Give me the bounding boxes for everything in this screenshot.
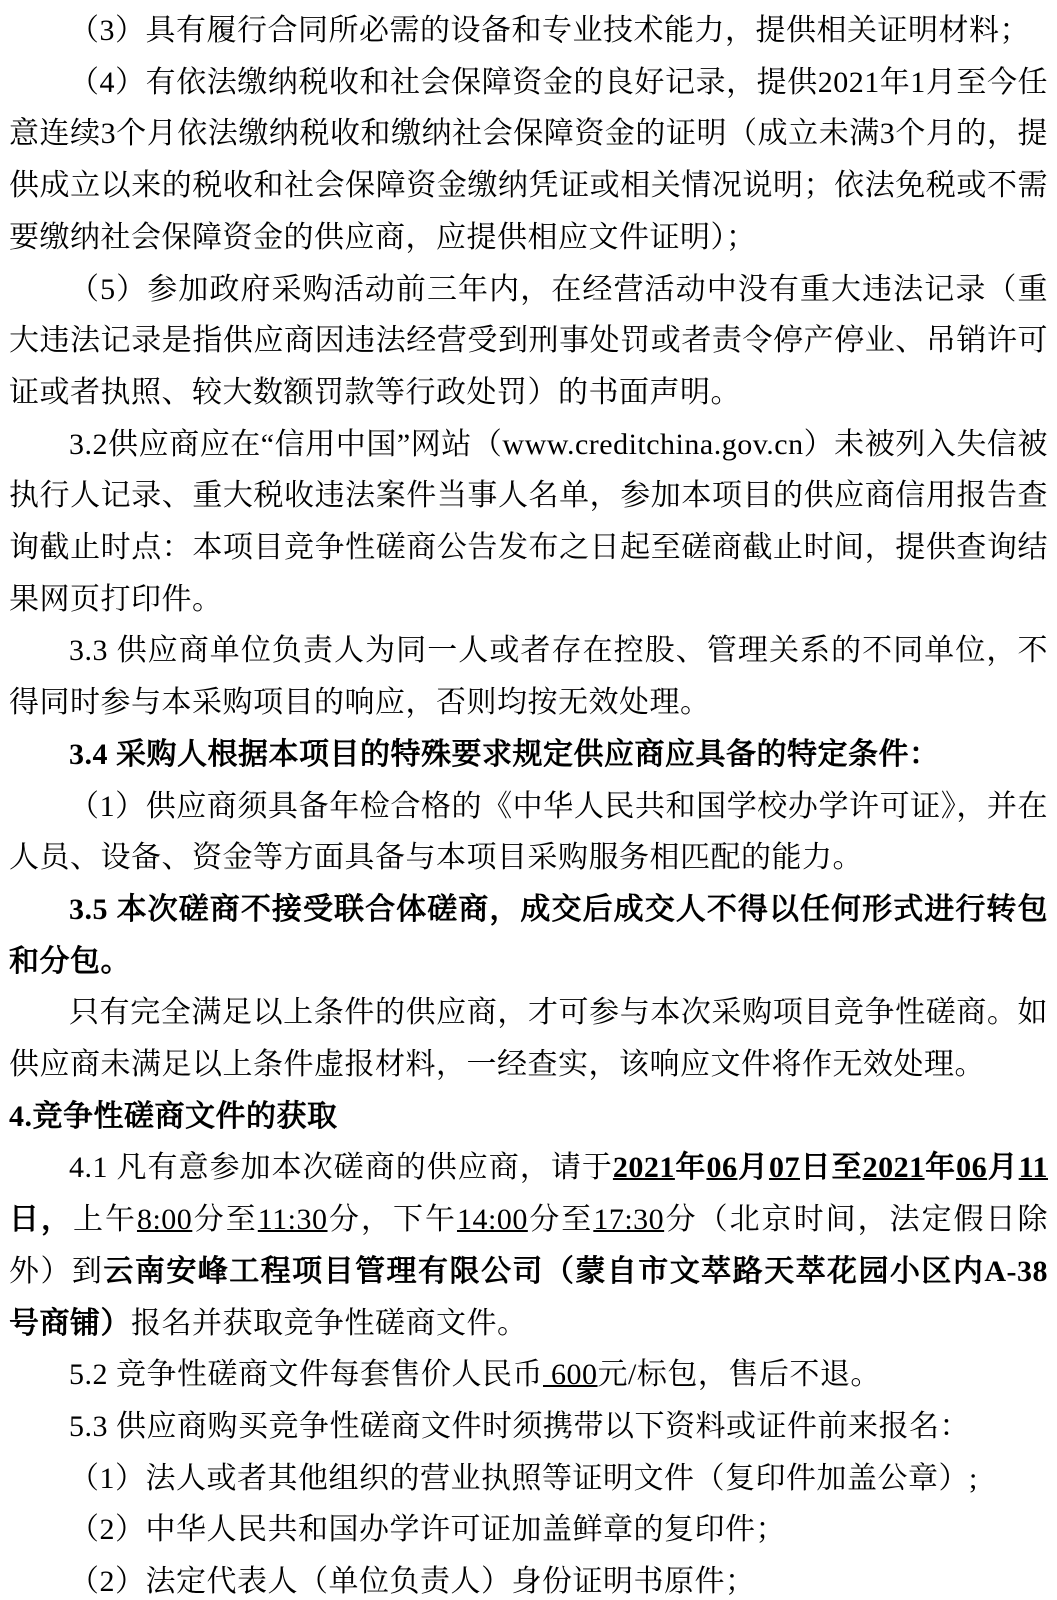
text-run: 3.5 本次磋商不接受联合体磋商，成交后成交人不得以任何形式进行转包和分包。 bbox=[9, 892, 1048, 978]
document-body bbox=[9, 5, 1048, 1600]
text-run: 只有完全满足以上条件的供应商，才可参与本次采购项目竞争性磋商。如供应商未满足以上条件虚报材料，一经查实，该响应文件将作无效处理。 bbox=[9, 996, 1048, 1082]
clause-3-4-heading bbox=[9, 729, 1048, 781]
text-run: （2）中华人民共和国办学许可证加盖鲜章的复印件； bbox=[69, 1513, 786, 1547]
clause-3-5 bbox=[9, 884, 1048, 987]
text-run: （1）供应商须具备年检合格的《中华人民共和国学校办学许可证》，并在人员、设备、资金等方面具备与本项目采购服务相匹配的能力。 bbox=[9, 789, 1048, 875]
text-run: 06 bbox=[706, 1151, 738, 1185]
text-run: 年 bbox=[924, 1151, 957, 1185]
text-run: 月 bbox=[987, 1151, 1019, 1185]
text-run: （1）法人或者其他组织的营业执照等证明文件（复印件加盖公章）; bbox=[69, 1461, 978, 1495]
clause-3-2 bbox=[9, 419, 1048, 626]
text-run: 上午 bbox=[72, 1203, 137, 1237]
text-run: 2021 bbox=[612, 1151, 675, 1185]
text-run: （3）具有履行合同所必需的设备和专业技术能力，提供相关证明材料； bbox=[69, 14, 1030, 47]
text-run: 8:00 bbox=[136, 1203, 193, 1237]
text-run: （2）法定代表人（单位负责人）身份证明书原件； bbox=[69, 1565, 756, 1599]
registration-item-1 bbox=[9, 1453, 1048, 1505]
clause-3-4-item-1 bbox=[9, 781, 1048, 884]
text-run: 4.竞争性磋商文件的获取 bbox=[9, 1099, 338, 1133]
text-run: 07 bbox=[768, 1151, 800, 1185]
text-run: 17:30 bbox=[593, 1203, 665, 1237]
text-run: 3.4 采购人根据本项目的特殊要求规定供应商应具备的特定条件： bbox=[69, 737, 940, 771]
conditions-summary bbox=[9, 987, 1048, 1090]
qualification-item-5 bbox=[9, 264, 1048, 419]
text-run: 月 bbox=[737, 1151, 769, 1185]
text-run: 600 bbox=[543, 1358, 598, 1392]
qualification-item-4 bbox=[9, 57, 1048, 264]
text-run: 3.3 供应商单位负责人为同一人或者存在控股、管理关系的不同单位，不得同时参与本采购项目的响应，否则均按无效处理。 bbox=[9, 634, 1048, 720]
section-4-heading bbox=[9, 1091, 1048, 1143]
clause-5-3 bbox=[9, 1401, 1048, 1453]
text-run: 4.1 凡有意参加本次磋商的供应商，请于 bbox=[69, 1151, 613, 1185]
text-run: 日 bbox=[799, 1151, 832, 1185]
text-run: 分至 bbox=[192, 1203, 258, 1237]
clause-3-3 bbox=[9, 625, 1048, 728]
registration-item-2a bbox=[9, 1504, 1048, 1556]
text-run: 分，下午 bbox=[327, 1203, 457, 1237]
clause-4-1 bbox=[9, 1142, 1048, 1349]
registration-item-2b bbox=[9, 1556, 1048, 1600]
qualification-item-3 bbox=[9, 5, 1048, 57]
text-run: 5.2 竞争性磋商文件每套售价人民币 bbox=[69, 1358, 543, 1392]
text-run: 元/标包，售后不退。 bbox=[597, 1358, 881, 1392]
text-run: 14:00 bbox=[456, 1203, 528, 1237]
text-run: 06 bbox=[956, 1151, 988, 1185]
text-run: 年 bbox=[674, 1151, 707, 1185]
text-run: 5.3 供应商购买竞争性磋商文件时须携带以下资料或证件前来报名： bbox=[69, 1409, 970, 1443]
text-run: 分（北京时间，法定假日除外）到 bbox=[9, 1203, 1049, 1288]
text-run: 2021 bbox=[862, 1151, 925, 1185]
clause-5-2 bbox=[9, 1349, 1048, 1401]
text-run: （5）参加政府采购活动前三年内，在经营活动中没有重大违法记录（重大违法记录是指供应商因违法经营受到刑事处罚或者责令停产停业、吊销许可证或者执照、较大数额罚款等行政处罚）的书面声明。 bbox=[9, 272, 1048, 409]
text-run: 日， bbox=[9, 1203, 73, 1237]
text-run: 分至 bbox=[527, 1203, 594, 1237]
text-run: 至 bbox=[831, 1151, 863, 1185]
text-run: 3.2供应商应在“信用中国”网站（www.creditchina.gov.cn）未被列入失信被执行人记录、重大税收违法案件当事人名单，参加本项目的供应商信用报告查询截止时点：本项目竞争性磋商公告发布之日起至磋商截止时间，提供查询结果网页打印件。 bbox=[9, 427, 1048, 616]
text-run: 报名并获取竞争性磋商文件。 bbox=[131, 1306, 528, 1340]
text-run: （4）有依法缴纳税收和社会保障资金的良好记录，提供2021年1月至今任意连续3个月依法缴纳税收和缴纳社会保障资金的证明（成立未满3个月的，提供成立以来的税收和社会保障资金缴纳凭证或相关情况说明；依法免税或不需要缴纳社会保障资金的供应商，应提供相应文件证明）； bbox=[9, 65, 1048, 254]
text-run: 云南安峰工程项目管理有限公司（蒙自市文萃路天萃花园小区内A-38号商铺） bbox=[9, 1254, 1049, 1340]
text-run: 11:30 bbox=[257, 1203, 328, 1237]
text-run: 11 bbox=[1018, 1151, 1049, 1185]
